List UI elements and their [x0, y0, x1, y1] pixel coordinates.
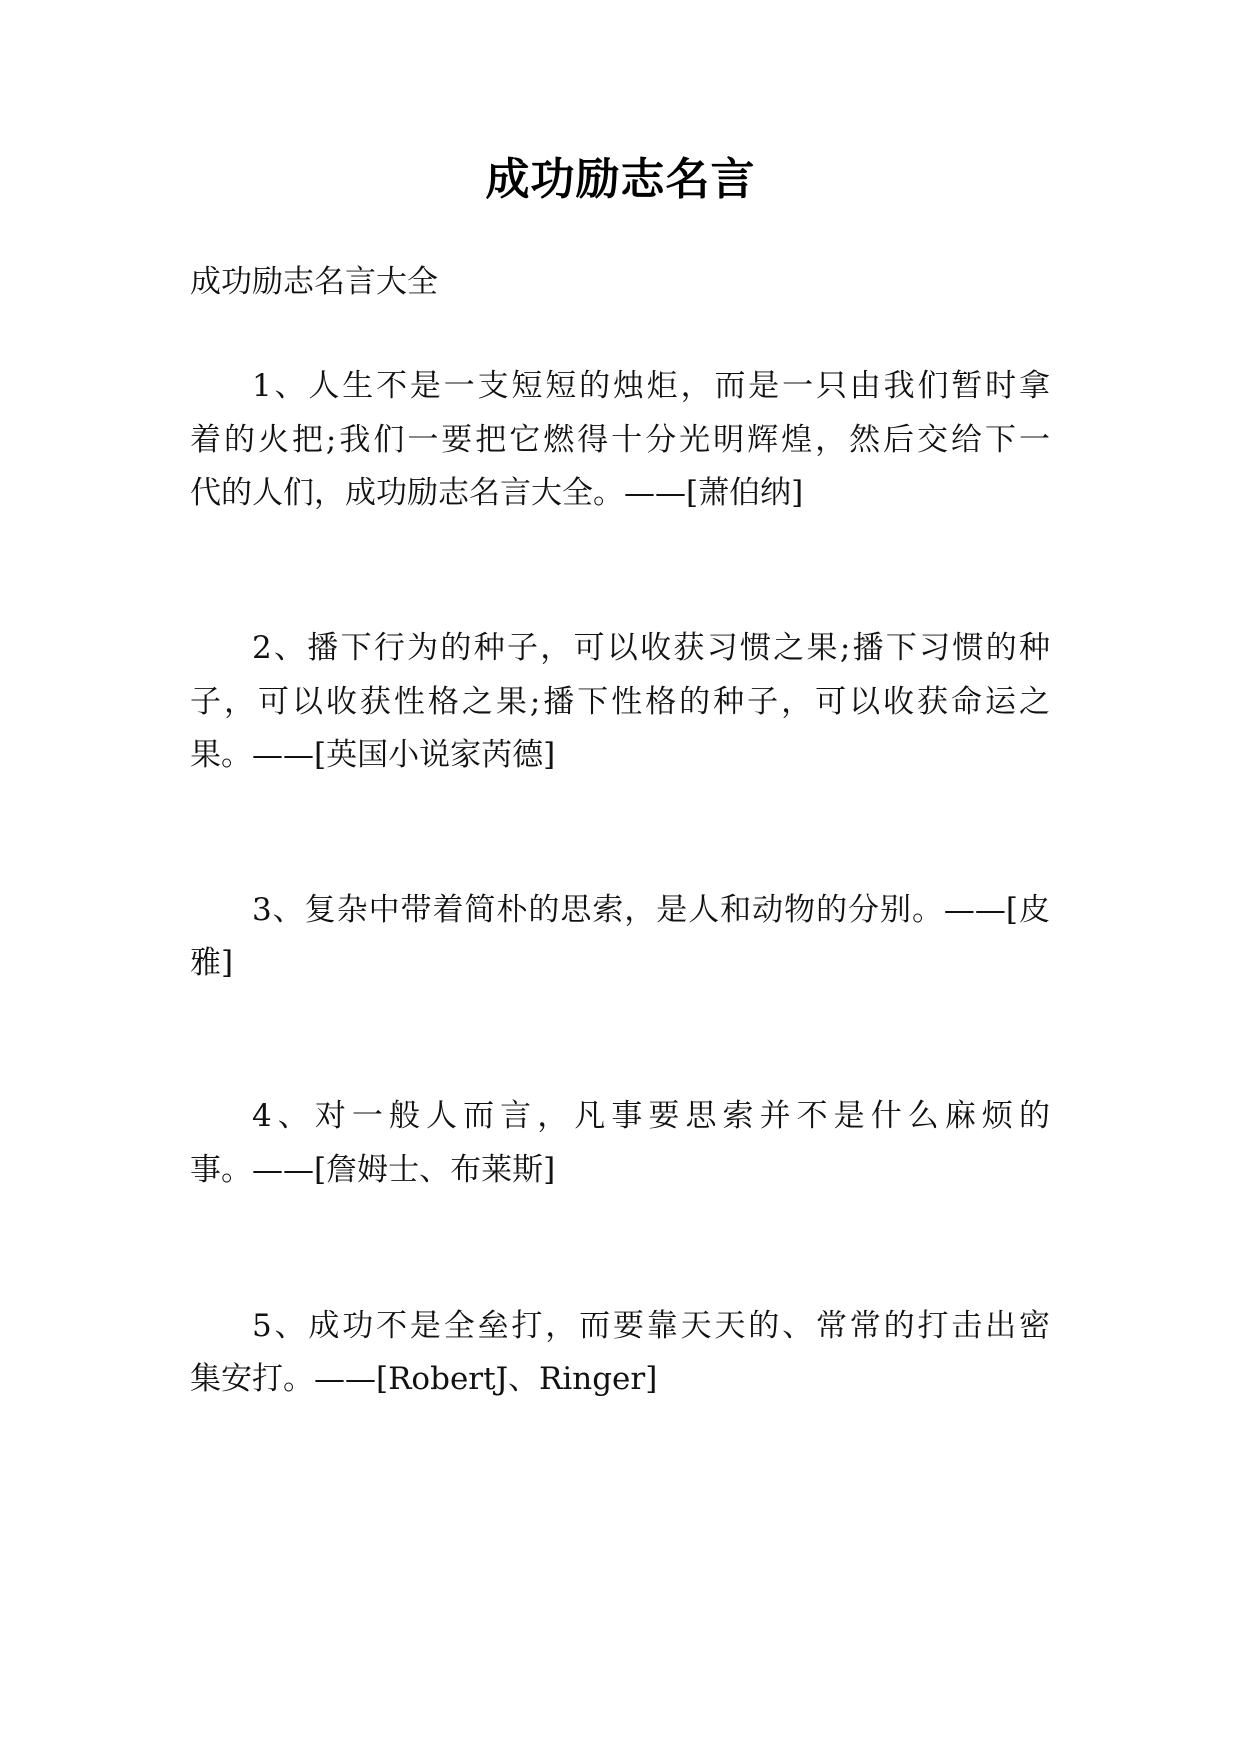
quote-line: 1、人生不是一支短短的烛炬，而是一只由我们暂时拿	[252, 368, 1050, 404]
document-subtitle: 成功励志名言大全	[190, 264, 438, 300]
quote-line: 5、成功不是全垒打，而要靠天天的、常常的打击出密	[252, 1308, 1050, 1344]
quote-line: 雅]	[190, 945, 234, 981]
quote-line: 子，可以收获性格之果;播下性格的种子，可以收获命运之	[190, 684, 1050, 720]
quote-line: 果。——[英国小说家芮德]	[190, 737, 556, 773]
document-title: 成功励志名言	[485, 154, 756, 205]
quote-line: 事。——[詹姆士、布莱斯]	[190, 1152, 556, 1188]
quote-line: 集安打。——[RobertJ、Ringer]	[190, 1361, 658, 1397]
quote-line: 3、复杂中带着简朴的思索，是人和动物的分别。——[皮	[252, 892, 1050, 928]
quote-line: 着的火把;我们一要把它燃得十分光明辉煌，然后交给下一	[190, 422, 1050, 458]
quote-line: 代的人们，成功励志名言大全。——[萧伯纳]	[190, 475, 804, 511]
quote-line: 2、播下行为的种子，可以收获习惯之果;播下习惯的种	[252, 630, 1050, 666]
quote-line: 4、对一般人而言，凡事要思索并不是什么麻烦的	[252, 1098, 1050, 1134]
